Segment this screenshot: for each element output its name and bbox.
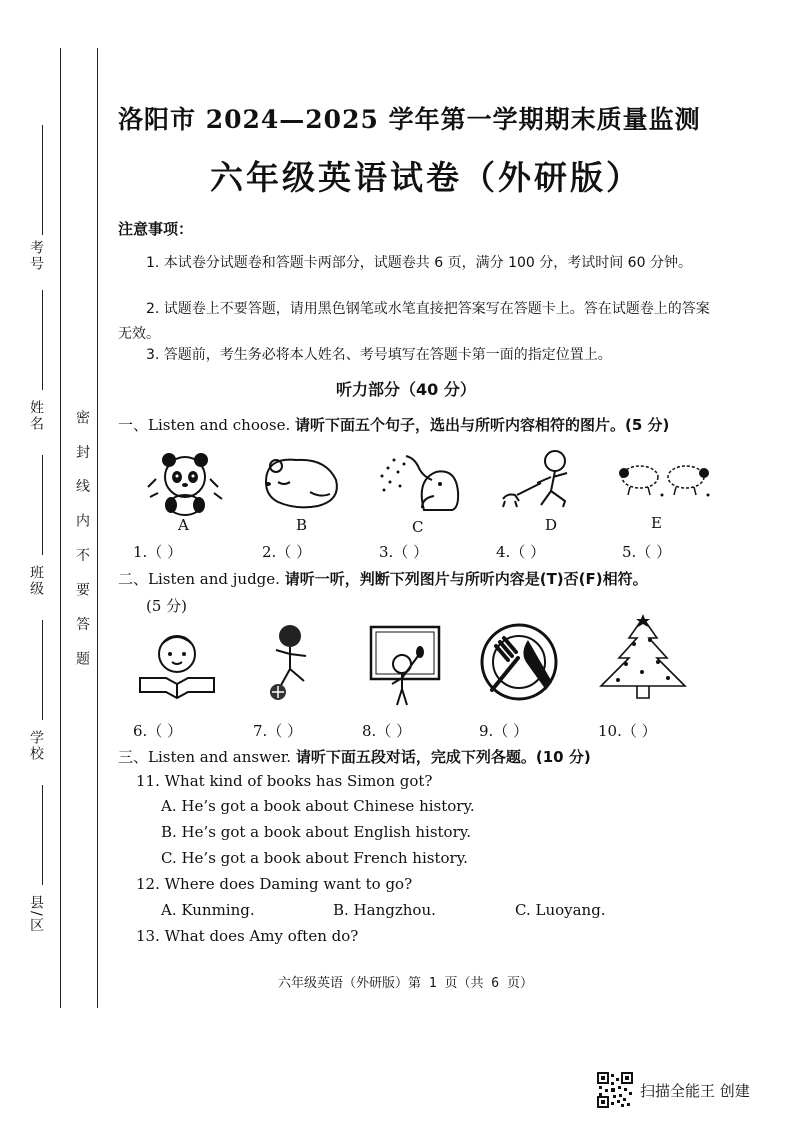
question-12-option-b: B. Hangzhou. [333,901,436,919]
field-class-label: 班级 [28,565,44,597]
part1-label: 一、Listen and choose. [118,416,291,434]
answer-blank-5[interactable]: 5.（ ） [622,543,672,561]
scanner-brand-text: 扫描全能王 创建 [640,1082,750,1100]
child-at-blackboard-icon [368,624,443,709]
question-11-option-a: A. He’s got a book about Chinese history. [161,797,475,815]
picture-label-a: A [178,516,189,534]
page-footer: 六年级英语（外研版）第 1 页（共 6 页） [278,976,533,991]
part3-label: 三、Listen and answer. [118,748,292,766]
answer-blank-4[interactable]: 4.（ ） [496,543,546,561]
question-11-option-b: B. He’s got a book about English history. [161,823,472,841]
part3-heading [118,746,591,767]
boy-reading-book-icon [130,630,225,700]
binding-line-outer [60,48,61,1008]
christmas-tree-icon [596,614,691,699]
picture-label-c: C [412,518,424,536]
answer-blank-9[interactable]: 9.（ ） [479,722,529,740]
question-11-option-c: C. He’s got a book about French history. [161,849,468,867]
field-class-blank [42,455,43,555]
part3-instruction: 请听下面五段对话，完成下列各题。(10 分) [295,748,591,766]
listening-heading: 听力部分（40 分） [336,380,476,399]
answer-blank-10[interactable]: 10.（ ） [598,722,657,740]
answer-blank-6[interactable]: 6.（ ） [133,722,183,740]
answer-blank-7[interactable]: 7.（ ） [253,722,303,740]
answer-blank-2[interactable]: 2.（ ） [262,543,312,561]
field-exam-number-blank [42,125,43,235]
exam-title: 洛阳市 2024—2025 学年第一学期期末质量监测 [118,105,701,134]
picture-label-d: D [545,516,558,534]
part1-heading [118,414,669,435]
field-county-label: 县/区 [28,895,44,934]
part2-instruction: 请听一听，判断下列图片与所听内容是(T)否(F)相符。 [284,570,648,588]
part2-heading [118,568,648,589]
notice-heading: 注意事项： [118,220,194,238]
exam-subtitle: 六年级英语试卷（外研版） [210,158,642,197]
question-12-stem: 12. Where does Daming want to go? [136,875,413,893]
picture-label-e: E [651,514,662,532]
qr-code-icon [597,1072,633,1108]
field-name-blank [42,290,43,390]
boy-running-with-dog-icon [497,447,597,512]
picture-label-b: B [296,516,308,534]
question-12-option-c: C. Luoyang. [515,901,606,919]
answer-blank-1[interactable]: 1.（ ） [133,543,183,561]
seal-line-text: 密 封 线 内 不 要 答 题 [74,410,90,674]
part1-instruction: 请听下面五个句子，选出与所听内容相符的图片。(5 分) [295,416,670,434]
notice-item-1: 1. 本试卷分试题卷和答题卡两部分，试题卷共 6 页，满分 100 分，考试时间 60 分钟。 [146,255,692,271]
part2-label: 二、Listen and judge. [118,570,280,588]
plate-knife-fork-icon [474,622,564,702]
binding-line-inner [97,48,98,1008]
field-school-blank [42,620,43,720]
answer-blank-8[interactable]: 8.（ ） [362,722,412,740]
boy-playing-football-icon [262,622,322,702]
elephant-spraying-water-icon [374,450,464,515]
question-12-option-a: A. Kunming. [161,901,255,919]
field-school-label: 学校 [28,730,44,762]
notice-item-3: 3. 答题前，考生务必将本人姓名、考号填写在答题卡第一面的指定位置上。 [146,347,612,363]
part2-score: (5 分) [146,597,188,615]
question-13-stem: 13. What does Amy often do? [136,927,359,945]
field-name-label: 姓名 [28,400,44,432]
sleeping-bear-icon [258,452,348,512]
field-county-blank [42,785,43,885]
sheep-icon [612,455,712,505]
answer-blank-3[interactable]: 3.（ ） [379,543,429,561]
notice-item-2: 2. 试题卷上不要答题，请用黑色钢笔或水笔直接把答案写在答题卡上。答在试题卷上的答案无效。 [118,301,710,342]
question-11-stem: 11. What kind of books has Simon got? [136,772,433,790]
field-exam-number-label: 考号 [28,240,44,272]
panda-icon [138,447,233,517]
